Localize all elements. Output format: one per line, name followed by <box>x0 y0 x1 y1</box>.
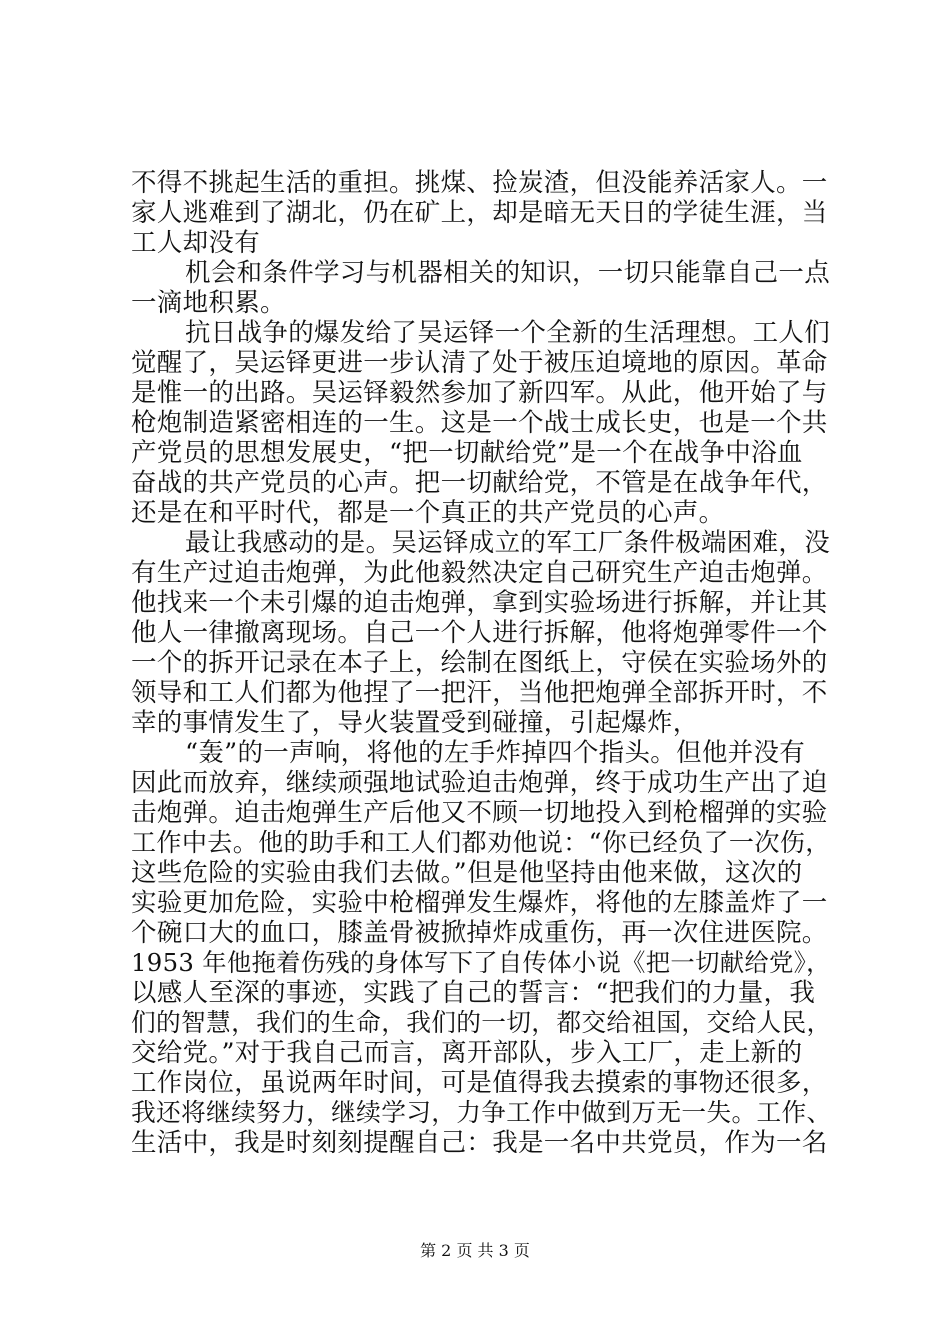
text-line: 幸的事情发生了，导火装置受到碰撞，引起爆炸， <box>131 708 699 738</box>
text-line: 工作中去。他的助手和工人们都劝他说：“你已经负了一次伤， <box>131 828 831 857</box>
text-line: 这些危险的实验由我们去做。”但是他坚持由他来做，这次的 <box>131 858 803 888</box>
text-line: 机会和条件学习与机器相关的知识，一切只能靠自己一点 <box>185 258 831 288</box>
text-line: 个碗口大的血口，膝盖骨被掀掉炸成重伤，再一次住进医院。 <box>131 918 828 948</box>
text-line: 工作岗位，虽说两年时间，可是值得我去摸索的事物还很多， <box>131 1068 828 1098</box>
text-line: “轰”的一声响，将他的左手炸掉四个指头。但他并没有 <box>185 738 806 768</box>
text-line: 以感人至深的事迹，实践了自己的誓言：“把我们的力量，我 <box>131 978 816 1008</box>
text-line: 一滴地积累。 <box>131 288 286 318</box>
text-line: 家人逃难到了湖北，仍在矿上，却是暗无天日的学徒生涯，当 <box>131 198 828 228</box>
text-line: 因此而放弃，继续顽强地试验迫击炮弹，终于成功生产出了迫 <box>131 768 828 798</box>
text-line: 领导和工人们都为他捏了一把汗，当他把炮弹全部拆开时，不 <box>131 678 828 708</box>
text-line: 他找来一个未引爆的迫击炮弹，拿到实验场进行拆解，并让其 <box>131 588 828 618</box>
text-line: 不得不挑起生活的重担。挑煤、捡炭渣，但没能养活家人。一 <box>131 168 828 198</box>
text-line: 有生产过迫击炮弹，为此他毅然决定自己研究生产迫击炮弹。 <box>131 558 828 588</box>
text-line: 产党员的思想发展史，“把一切献给党”是一个在战争中浴血 <box>131 438 803 468</box>
text-line: 他人一律撤离现场。自己一个人进行拆解，他将炮弹零件一个 <box>131 618 828 648</box>
text-line: 奋战的共产党员的心声。把一切献给党，不管是在战争年代， <box>131 468 828 498</box>
text-line: 们的智慧，我们的生命，我们的一切，都交给祖国，交给人民， <box>131 1008 832 1037</box>
text-line: 实验更加危险，实验中枪榴弹发生爆炸，将他的左膝盖炸了一 <box>131 888 828 918</box>
text-line: 击炮弹。迫击炮弹生产后他又不顾一切地投入到枪榴弹的实验 <box>131 798 828 828</box>
text-line: 还是在和平时代，都是一个真正的共产党员的心声。 <box>131 498 725 528</box>
page-footer: 第 2 页 共 3 页 <box>420 1241 530 1260</box>
text-line: 工人却没有 <box>131 228 261 258</box>
body-text <box>131 168 831 1158</box>
text-line: 抗日战争的爆发给了吴运铎一个全新的生活理想。工人们 <box>185 318 831 348</box>
text-line: 交给党。”对于我自己而言，离开部队，步入工厂，走上新的 <box>131 1038 803 1068</box>
text-line: 觉醒了，吴运铎更进一步认清了处于被压迫境地的原因。革命 <box>131 348 828 378</box>
text-line: 我还将继续努力，继续学习，力争工作中做到万无一失。工作、 <box>131 1098 832 1127</box>
text-line: 枪炮制造紧密相连的一生。这是一个战士成长史，也是一个共 <box>131 408 828 438</box>
text-line: 生活中，我是时刻刻提醒自己：我是一名中共党员，作为一名 <box>131 1128 828 1158</box>
text-line: 最让我感动的是。吴运铎成立的军工厂条件极端困难，没 <box>185 528 831 558</box>
text-line: 一个的拆开记录在本子上，绘制在图纸上，守侯在实验场外的 <box>131 648 828 678</box>
text-line: 1953 年他拖着伤残的身体写下了自传体小说《把一切献给党》， <box>131 948 831 977</box>
text-line: 是惟一的出路。吴运铎毅然参加了新四军。从此，他开始了与 <box>131 378 828 408</box>
